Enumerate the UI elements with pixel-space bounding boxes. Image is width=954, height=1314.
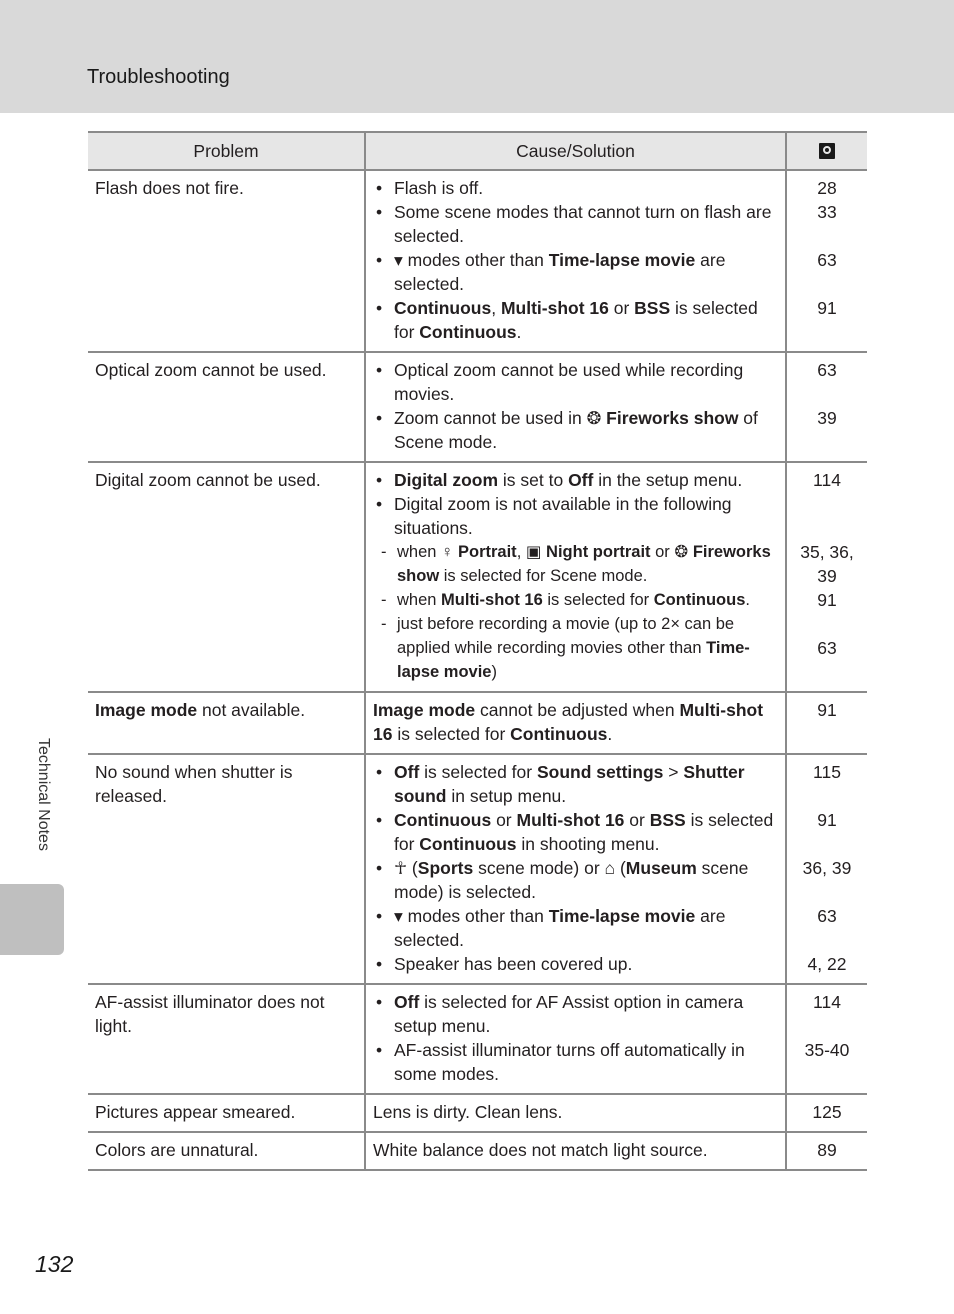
page-cell: [786, 692, 867, 754]
list-item: • ▾ modes other than Time-lapse movie are selected.: [373, 248, 778, 296]
movie-icon: ▾: [394, 906, 403, 926]
page-ref: 91: [817, 298, 837, 318]
page-cell: [786, 984, 867, 1094]
table-row: [88, 352, 867, 462]
problem-cell: Pictures appear smeared.: [88, 1094, 365, 1132]
problem-cell: Optical zoom cannot be used.: [88, 352, 365, 462]
page-ref: 63: [817, 638, 837, 658]
table-row: [88, 984, 867, 1094]
problem-cell: AF-assist illuminator does not light.: [88, 984, 365, 1094]
page-cell: [786, 170, 867, 352]
list-item: • Zoom cannot be used in ❂ Fireworks show of Scene mode.: [373, 406, 778, 454]
page-cell: [786, 462, 867, 692]
problem-cell: Image mode not available.: [88, 692, 365, 754]
page-cell: [786, 1094, 867, 1132]
page-ref: 35, 36,: [800, 542, 854, 562]
header-page: [786, 132, 867, 170]
page-number: 132: [35, 1251, 74, 1277]
problem-cell: Flash does not fire.: [88, 170, 365, 352]
table-row: [88, 754, 867, 984]
page-ref: 36, 39: [802, 858, 852, 878]
museum-icon: ⌂: [604, 858, 616, 878]
cause-cell: Lens is dirty. Clean lens.: [365, 1094, 786, 1132]
page-ref: 28: [817, 178, 837, 198]
header-problem: Problem: [88, 132, 365, 170]
page-ref: 91: [817, 700, 837, 720]
cause-cell: White balance does not match light source.: [365, 1132, 786, 1170]
page-ref: 114: [813, 992, 841, 1012]
page-cell: [786, 754, 867, 984]
problem-cell: Colors are unnatural.: [88, 1132, 365, 1170]
section-label: Technical Notes: [35, 738, 52, 851]
table-row: [88, 1094, 867, 1132]
list-item: • Flash is off.: [373, 176, 778, 200]
cause-cell: [365, 754, 786, 984]
page-ref: 91: [817, 590, 837, 610]
page-title: Troubleshooting: [87, 66, 230, 88]
table-row: [88, 462, 867, 692]
table-row: [88, 692, 867, 754]
page-ref: 89: [817, 1140, 837, 1160]
list-item: - when ♀ Portrait, ▣ Night portrait or ❂ Fireworks show is selected for Scene mode.: [377, 540, 778, 588]
list-item: • Continuous or Multi-shot 16 or BSS is selected for Continuous in shooting menu.: [373, 808, 778, 856]
night-portrait-icon: ▣: [525, 543, 542, 561]
list-item: • Off is selected for AF Assist option in camera setup menu.: [373, 990, 778, 1038]
list-item: - when Multi-shot 16 is selected for Continuous.: [377, 588, 778, 612]
table-row: [88, 170, 867, 352]
page-ref: 63: [817, 360, 837, 380]
list-item: • ☥ (Sports scene mode) or ⌂ (Museum scene mode) is selected.: [373, 856, 778, 904]
table-header-row: [88, 132, 867, 170]
header-cause: Cause/Solution: [365, 132, 786, 170]
page-ref: 39: [817, 566, 837, 586]
page-cell: [786, 1132, 867, 1170]
sports-icon: ☥: [394, 858, 408, 878]
page-ref: 115: [813, 762, 841, 782]
list-item: • AF-assist illuminator turns off automatically in some modes.: [373, 1038, 778, 1086]
list-item: • Off is selected for Sound settings > Shutter sound in setup menu.: [373, 760, 778, 808]
header-band: [0, 0, 954, 113]
list-item: - just before recording a movie (up to 2× can be applied while recording movies other than Time-lapse movie): [377, 612, 778, 684]
page-cell: [786, 352, 867, 462]
page-ref: 63: [817, 906, 837, 926]
cause-cell: [365, 984, 786, 1094]
page-ref: 35-40: [804, 1040, 850, 1060]
page-ref: 91: [817, 810, 837, 830]
reference-page-icon: [819, 143, 835, 159]
list-item: • Some scene modes that cannot turn on flash are selected.: [373, 200, 778, 248]
page-ref: 39: [817, 408, 837, 428]
list-item: • Optical zoom cannot be used while recording movies.: [373, 358, 778, 406]
fireworks-icon: ❂: [674, 543, 689, 561]
table-row: [88, 1132, 867, 1170]
page-ref: 4, 22: [807, 954, 847, 974]
portrait-icon: ♀: [441, 543, 454, 561]
problem-cell: Digital zoom cannot be used.: [88, 462, 365, 692]
list-item: • Digital zoom is not available in the following situations. - when ♀ Portrait, ▣ Night portrait or ❂ Fireworks show is selected for Scene mode. - when Multi-shot 16 is selected for Continuous. - just before recording a movie (up to 2× can be applied while recording movies other than Time-lapse movie): [373, 492, 778, 684]
cause-cell: [365, 170, 786, 352]
section-tab: [0, 884, 64, 955]
cause-cell: Image mode cannot be adjusted when Multi-shot 16 is selected for Continuous.: [365, 692, 786, 754]
page-ref: 125: [812, 1102, 842, 1122]
movie-icon: ▾: [394, 250, 403, 270]
page-ref: 33: [817, 202, 837, 222]
troubleshooting-table: [88, 131, 867, 1171]
list-item: • ▾ modes other than Time-lapse movie are selected.: [373, 904, 778, 952]
page-ref: 63: [817, 250, 837, 270]
cause-cell: [365, 352, 786, 462]
list-item: • Speaker has been covered up.: [373, 952, 778, 976]
problem-cell: No sound when shutter is released.: [88, 754, 365, 984]
cause-cell: [365, 462, 786, 692]
list-item: • Digital zoom is set to Off in the setup menu.: [373, 468, 778, 492]
fireworks-icon: ❂: [586, 408, 602, 428]
list-item: • Continuous, Multi-shot 16 or BSS is selected for Continuous.: [373, 296, 778, 344]
page-ref: 114: [813, 470, 841, 490]
